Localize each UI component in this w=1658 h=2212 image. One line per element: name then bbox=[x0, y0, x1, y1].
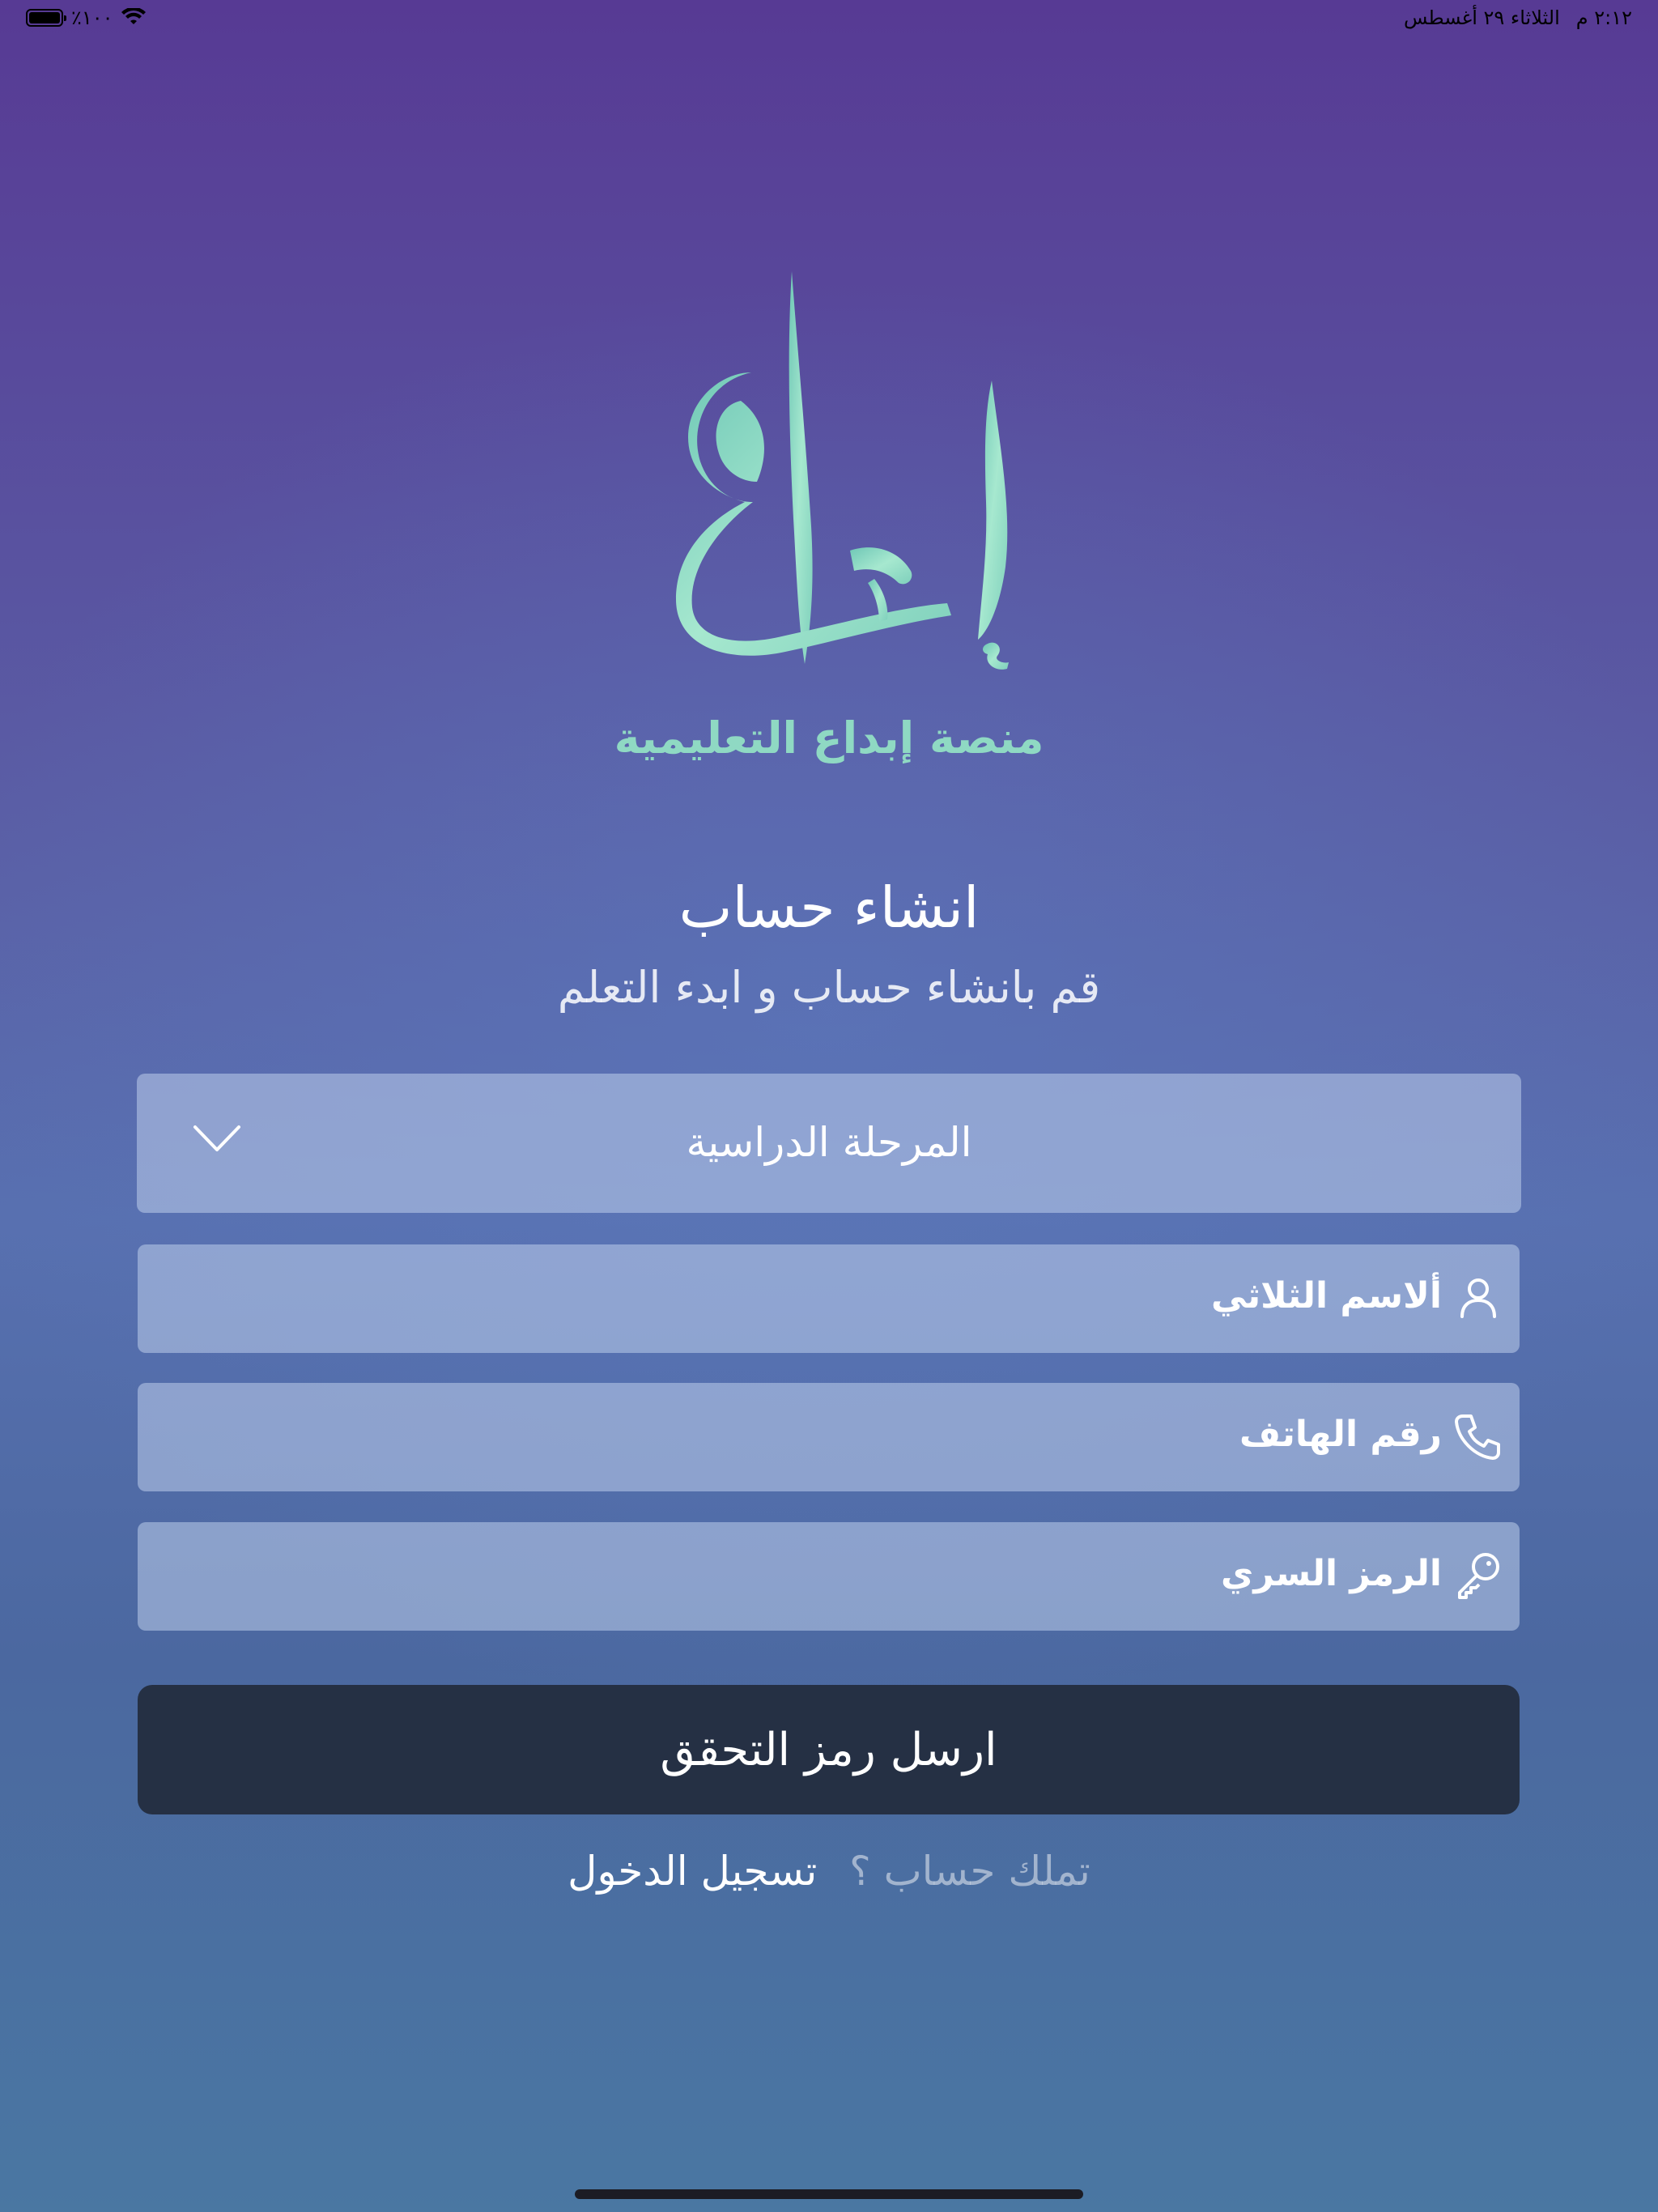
login-link[interactable]: تسجيل الدخول bbox=[568, 1848, 818, 1895]
battery-icon bbox=[26, 9, 63, 27]
brand-name: منصة إبداع التعليمية bbox=[614, 713, 1044, 764]
brand-logo-icon bbox=[631, 259, 1036, 680]
full-name-input[interactable] bbox=[138, 1244, 1520, 1353]
login-prompt bbox=[0, 1848, 1658, 1895]
phone-icon bbox=[1452, 1410, 1505, 1463]
status-date: الثلاثاء ٢٩ أغسطس bbox=[1403, 6, 1560, 29]
chevron-down-icon bbox=[192, 1122, 242, 1155]
status-time: ٢:١٢ م bbox=[1575, 6, 1632, 29]
status-datetime bbox=[1404, 6, 1632, 29]
key-icon bbox=[1452, 1549, 1505, 1602]
page-title: انشاء حساب bbox=[678, 874, 980, 941]
send-verification-button[interactable]: ارسل رمز التحقق bbox=[138, 1685, 1520, 1814]
status-bar bbox=[0, 0, 1658, 39]
login-question: تملك حساب ؟ bbox=[849, 1848, 1090, 1895]
status-indicators bbox=[26, 6, 146, 29]
wifi-icon bbox=[121, 8, 146, 28]
page-subtitle: قم بانشاء حساب و ابدء التعلم bbox=[557, 962, 1101, 1013]
phone-placeholder: رقم الهاتف bbox=[1239, 1414, 1442, 1455]
home-indicator[interactable] bbox=[575, 2189, 1083, 2199]
study-stage-label: المرحلة الدراسية bbox=[686, 1119, 972, 1166]
study-stage-select[interactable] bbox=[137, 1074, 1521, 1213]
battery-percent: ٪١٠٠ bbox=[71, 6, 113, 29]
password-input[interactable] bbox=[138, 1522, 1520, 1631]
phone-input[interactable] bbox=[138, 1383, 1520, 1491]
full-name-placeholder: ألاسم الثلاثي bbox=[1211, 1275, 1442, 1317]
password-placeholder: الرمز السري bbox=[1221, 1553, 1442, 1594]
user-icon bbox=[1452, 1271, 1505, 1325]
